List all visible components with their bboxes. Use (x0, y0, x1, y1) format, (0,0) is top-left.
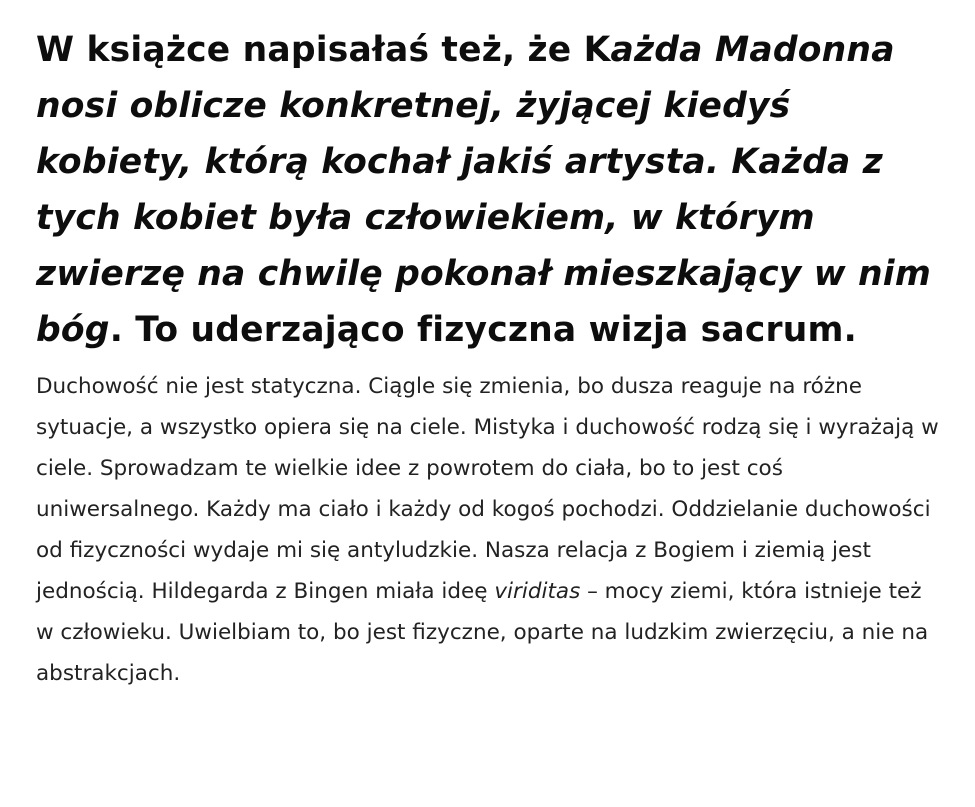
answer-part-2: – mocy ziemi, która istnieje też w człowieku. Uwielbiam to, bo jest fizyczne, oparte na ludzkim zwierzęciu, a nie na abstrakcjach. (36, 579, 929, 686)
question-lead: W książce napisałaś też, że K (36, 30, 611, 70)
answer-part-1: Duchowość nie jest statyczna. Ciągle się zmienia, bo dusza reaguje na różne sytuacje, a wszystko opiera się na ciele. Mistyka i duchowość rodzą się i wyrażają w ciele. Sprowadzam te wielkie idee z powrotem do ciała, bo to jest coś uniwersalnego. Każdy ma ciało i każdy od kogoś pochodzi. Oddzielanie duchowości od fizyczności wydaje mi się antyludzkie. Nasza relacja z Bogiem i ziemią jest jednością. Hildegarda z Bingen miała ideę (36, 374, 939, 604)
interview-answer (36, 366, 941, 694)
question-quote: ażda Madonna nosi oblicze konkretnej, żyjącej kiedyś kobiety, którą kochał jakiś artysta. Każda z tych kobiet była człowiekiem, w którym zwierzę na chwilę pokonał mieszkający w nim bóg (36, 30, 931, 350)
article (36, 22, 941, 694)
interview-question (36, 22, 941, 358)
answer-italic-term: viriditas (494, 579, 581, 604)
question-tail: . To uderzająco fizyczna wizja sacrum. (109, 310, 857, 350)
